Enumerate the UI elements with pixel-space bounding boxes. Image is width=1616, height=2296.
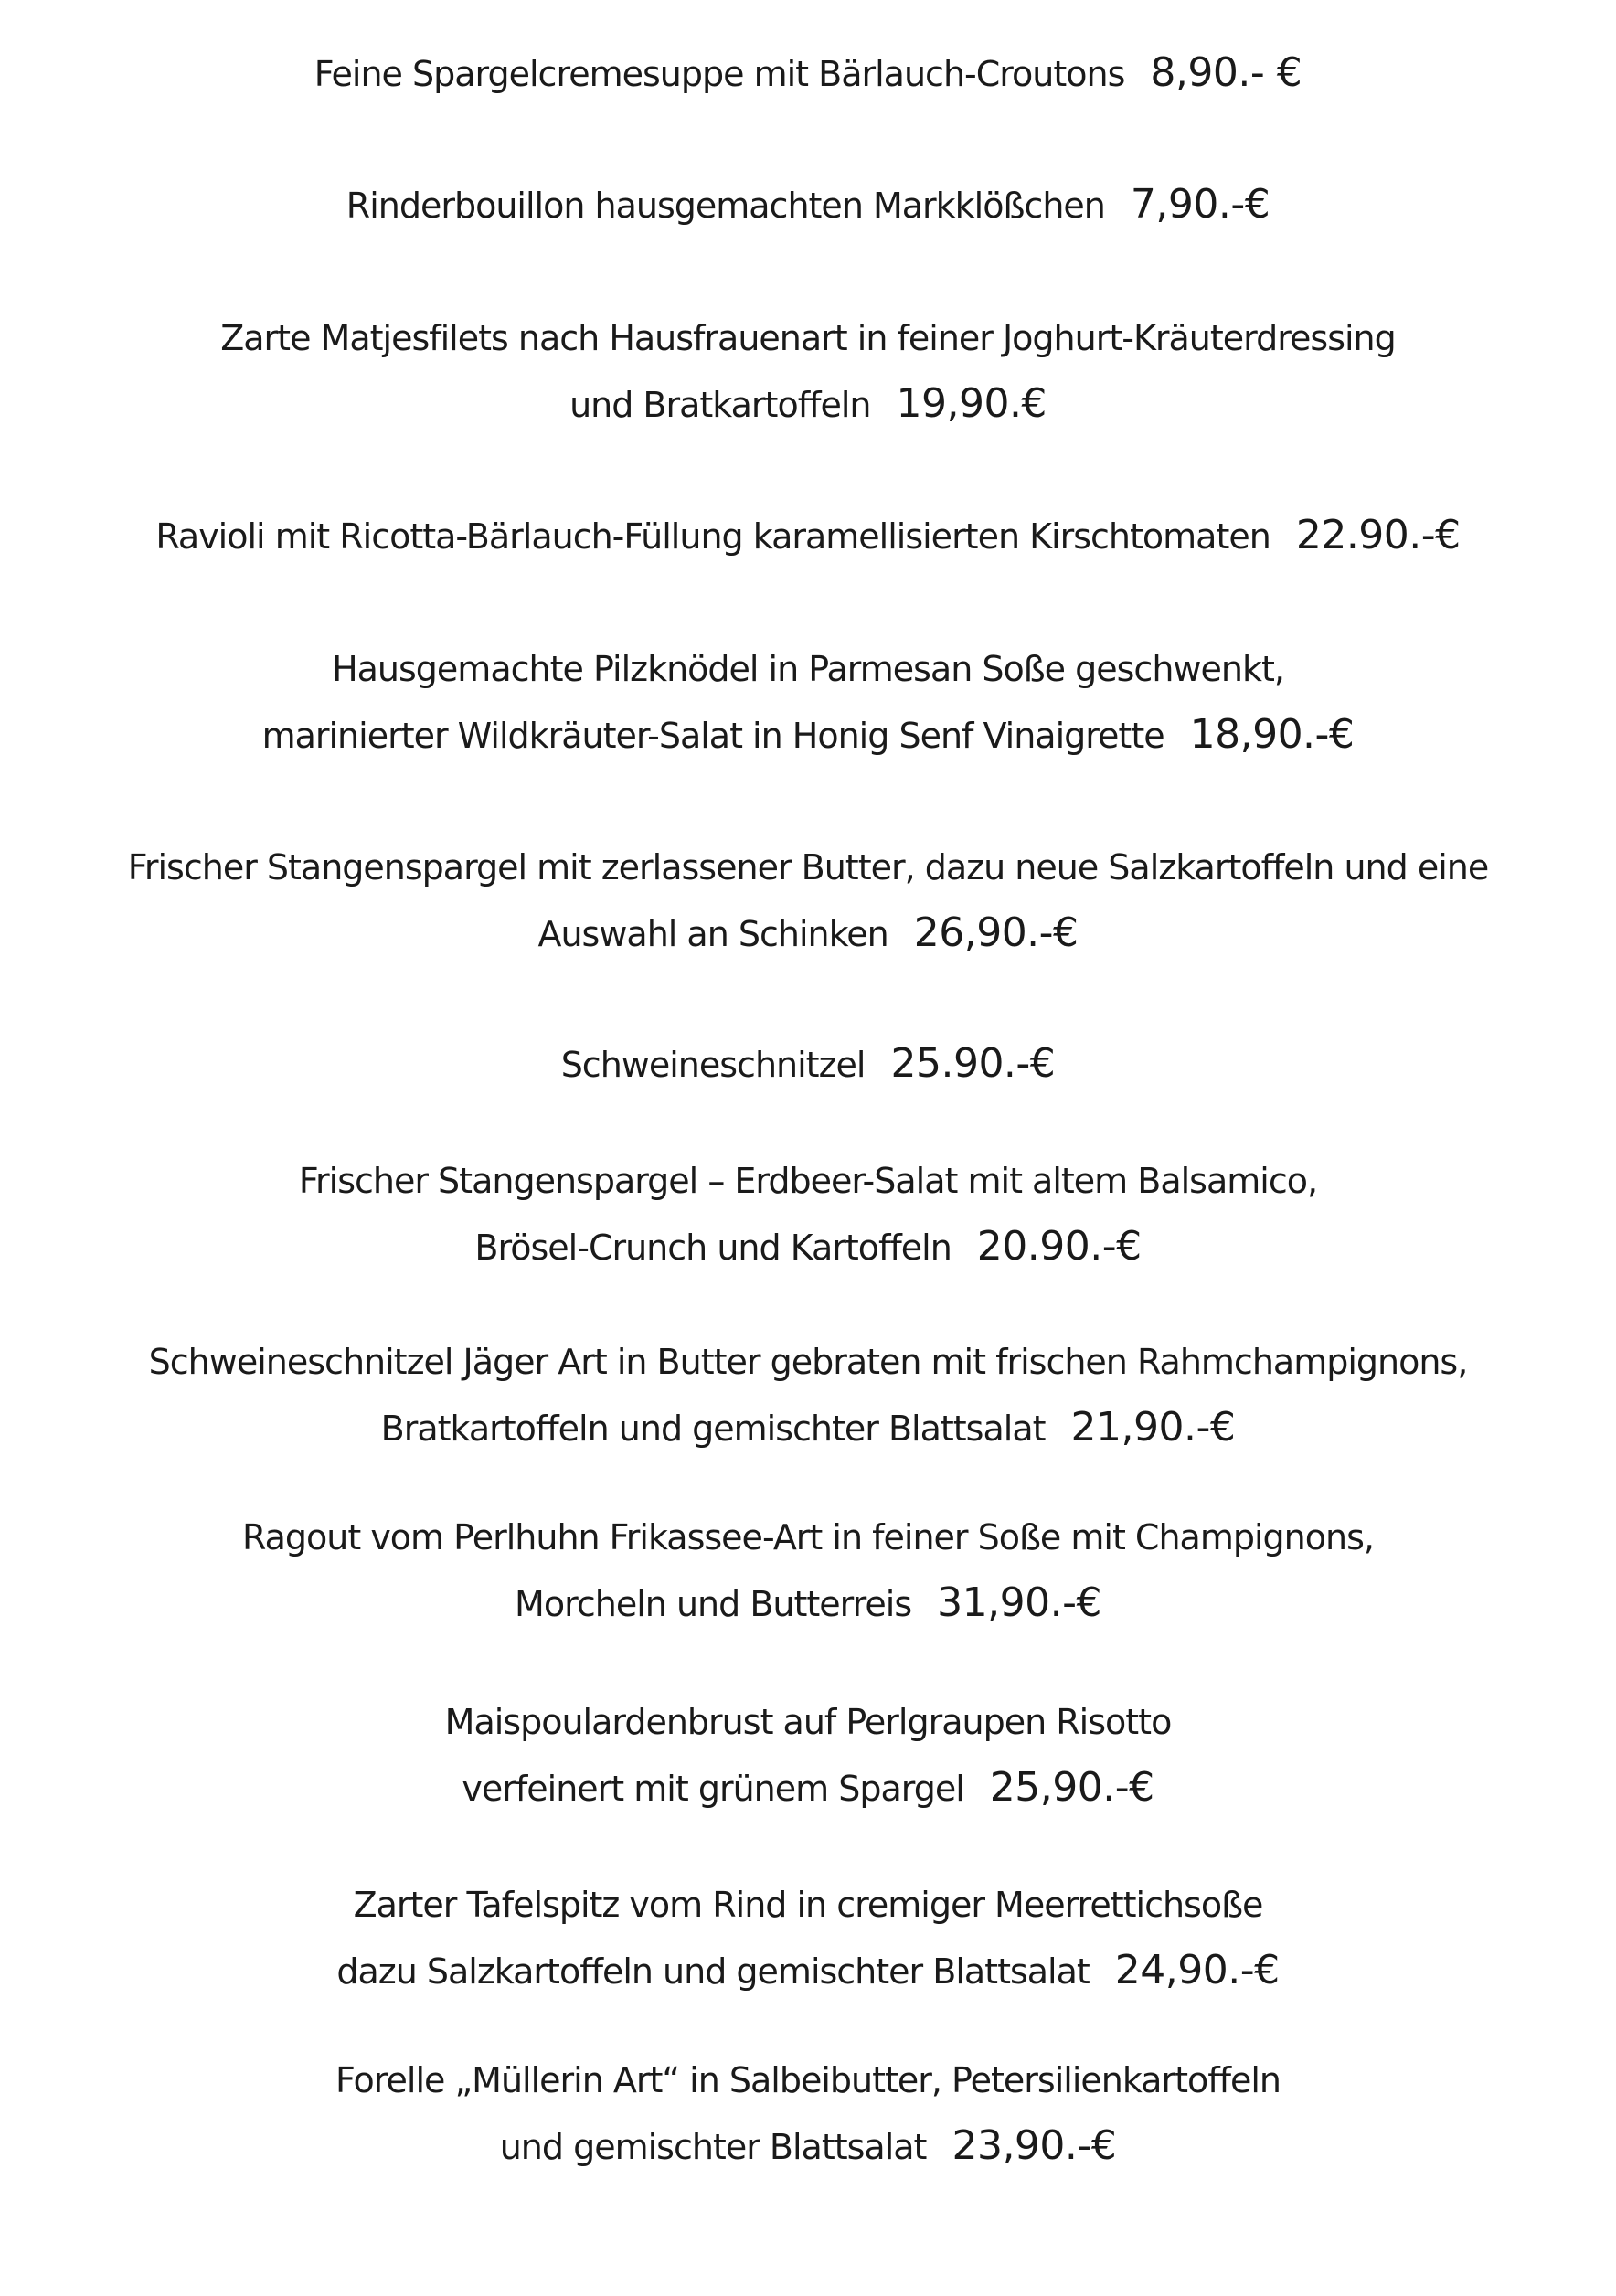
dish-description: Frischer Stangenspargel mit zerlassener Butter, dazu neue Salzkartoffeln und eine [127, 847, 1489, 888]
dish-price: 31,90.-€ [937, 1579, 1101, 1626]
dish-description: Rinderbouillon hausgemachten Markklößchen [346, 186, 1105, 226]
dish-description: Maispoulardenbrust auf Perlgraupen Risotto [444, 1702, 1172, 1742]
dish-description: verfeinert mit grünem Spargel [462, 1769, 964, 1809]
dish-price: 21,90.-€ [1070, 1404, 1236, 1451]
menu-item [0, 172, 1616, 238]
dish-description: dazu Salzkartoffeln und gemischter Blattsalat [336, 1951, 1090, 1992]
dish-description: Zarte Matjesfilets nach Hausfrauenart in feiner Joghurt-Kräuterdressing [220, 318, 1396, 358]
dish-description: und gemischter Blattsalat [499, 2127, 927, 2167]
dish-description: Auswahl an Schinken [537, 914, 888, 954]
dish-description: Feine Spargelcremesuppe mit Bärlauch-Croutons [314, 54, 1125, 94]
dish-price: 20.90.-€ [976, 1223, 1142, 1270]
dish-price: 25.90.-€ [890, 1040, 1056, 1087]
menu-item [0, 636, 1616, 768]
dish-price: 19,90.€ [896, 380, 1047, 427]
dish-description: und Bratkartoffeln [569, 385, 871, 425]
dish-description: Brösel-Crunch und Kartoffeln [474, 1228, 952, 1268]
dish-price: 25,90.-€ [989, 1764, 1154, 1811]
menu-item [0, 503, 1616, 569]
menu-item [0, 1689, 1616, 1821]
menu-item [0, 1504, 1616, 1636]
menu-item [0, 1148, 1616, 1280]
menu-item [0, 1872, 1616, 2004]
dish-price: 8,90.- € [1150, 49, 1302, 96]
dish-description: Forelle „Müllerin Art“ in Salbeibutter, Petersilienkartoffeln [335, 2060, 1281, 2100]
menu-item [0, 1031, 1616, 1097]
dish-price: 7,90.-€ [1130, 181, 1270, 228]
dish-description: Schweineschnitzel Jäger Art in Butter gebraten mit frischen Rahmchampignons, [148, 1342, 1468, 1382]
dish-price: 23,90.-€ [952, 2122, 1117, 2169]
dish-description: Morcheln und Butterreis [515, 1584, 912, 1624]
dish-description: Frischer Stangenspargel – Erdbeer-Salat mit altem Balsamico, [298, 1161, 1318, 1201]
dish-description: Hausgemachte Pilzknödel in Parmesan Soße geschwenkt, [332, 649, 1284, 689]
dish-description: Bratkartoffeln und gemischter Blattsalat [380, 1408, 1046, 1449]
dish-description: Ragout vom Perlhuhn Frikassee-Art in feiner Soße mit Champignons, [242, 1517, 1374, 1557]
menu-item [0, 2047, 1616, 2179]
dish-price: 24,90.-€ [1114, 1947, 1280, 1993]
dish-description: Zarter Tafelspitz vom Rind in cremiger Meerrettichsoße [353, 1885, 1263, 1925]
menu-item [0, 40, 1616, 106]
dish-price: 22.90.-€ [1295, 512, 1461, 558]
menu-item [0, 305, 1616, 437]
dish-price: 26,90.-€ [913, 909, 1079, 956]
menu-item [0, 834, 1616, 966]
dish-price: 18,90.-€ [1189, 711, 1355, 758]
dish-description: marinierter Wildkräuter-Salat in Honig Senf Vinaigrette [261, 716, 1164, 756]
dish-description: Ravioli mit Ricotta-Bärlauch-Füllung karamellisierten Kirschtomaten [155, 516, 1270, 557]
menu-item [0, 1329, 1616, 1461]
dish-description: Schweineschnitzel [560, 1045, 866, 1085]
